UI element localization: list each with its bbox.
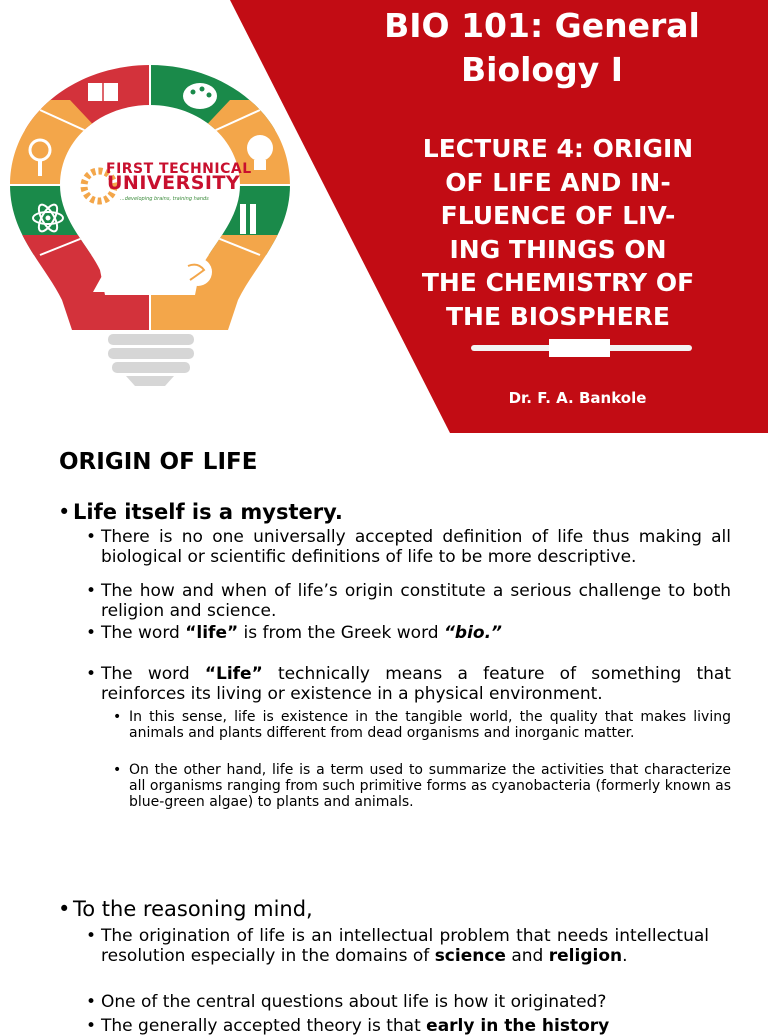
- keyword-early-history: early in the history: [426, 1016, 610, 1036]
- bullet-dot: •: [86, 527, 97, 547]
- bullet-challenge: The how and when of life’s origin constitute a serious challenge to both religion and science.: [101, 581, 731, 621]
- keyword-life-cap: “Life”: [204, 664, 263, 684]
- text-run: The word: [101, 623, 186, 643]
- bullet-theory: [101, 1016, 709, 1036]
- bullet-dot: •: [86, 992, 97, 1012]
- text-run: is from the Greek word: [238, 623, 444, 643]
- text-run: The word: [101, 664, 205, 684]
- bullet-dot: •: [58, 500, 71, 524]
- bullet-reasoning: To the reasoning mind,: [73, 897, 313, 921]
- text-run: The generally accepted theory is that: [101, 1016, 427, 1036]
- bullet-dot: •: [113, 762, 122, 778]
- logo-line1: FIRST TECHNICAL: [106, 161, 252, 177]
- bullet-dot: •: [86, 926, 97, 946]
- keyword-life: “life”: [185, 623, 239, 643]
- palette-icon: [183, 83, 217, 109]
- bullet-dot: •: [86, 1016, 97, 1036]
- bullet-greek-word: [101, 623, 731, 643]
- lightbulb-logo: [0, 56, 300, 396]
- course-title: BIO 101: General Biology I: [384, 6, 700, 89]
- text-run: technically means a feature of something that reinforces its living or existence in a physical environment.: [101, 664, 731, 704]
- text-run: .: [622, 946, 628, 966]
- bullet-definition: There is no one universally accepted definition of life thus making all biological or scientific definitions of life to be more descriptive.: [101, 527, 731, 567]
- bullet-dot: •: [113, 709, 122, 725]
- section-heading: ORIGIN OF LIFE: [59, 449, 258, 475]
- text-run: and: [505, 946, 549, 966]
- bullet-dot: •: [58, 897, 71, 921]
- bullet-dot: •: [86, 581, 97, 601]
- text-run: The origination of life is an intellectual problem that needs intellectual resolution especially in the domains of: [101, 926, 709, 966]
- keyword-bio: “bio.”: [443, 623, 502, 643]
- book-icon: [88, 83, 118, 101]
- logo-tagline: ...developing brains, training hands: [120, 196, 209, 202]
- bullet-life-mystery: Life itself is a mystery.: [73, 500, 343, 524]
- divider-knob: [549, 339, 610, 357]
- keyword-science: science: [434, 946, 506, 966]
- bullet-central-question: One of the central questions about life is how it originated?: [101, 992, 607, 1012]
- bullet-dot: •: [86, 664, 97, 684]
- title-slide: [0, 0, 768, 433]
- bullet-life-meaning: [101, 664, 731, 704]
- lecture-title: LECTURE 4: ORIGIN OF LIFE AND IN- FLUENCE OF LIV- ING THINGS ON THE CHEMISTRY OF THE BIOSPHERE: [421, 134, 695, 331]
- globe-icon: [184, 258, 212, 286]
- bullet-sense: In this sense, life is existence in the tangible world, the quality that makes living animals and plants different from dead organisms and inorganic matter.: [129, 709, 731, 741]
- logo-line2: UNIVERSITY: [107, 172, 241, 194]
- bullet-dot: •: [86, 623, 97, 643]
- author-name: Dr. F. A. Bankole: [508, 389, 647, 407]
- content-slide: [0, 433, 768, 1036]
- bullet-other-hand: On the other hand, life is a term used to summarize the activities that characterize all organisms ranging from such primitive forms as cyanobacteria (formerly known as blue-green algae) to plants and animals.: [129, 762, 731, 810]
- bullet-origination: [101, 926, 709, 966]
- keyword-religion: religion: [548, 946, 623, 966]
